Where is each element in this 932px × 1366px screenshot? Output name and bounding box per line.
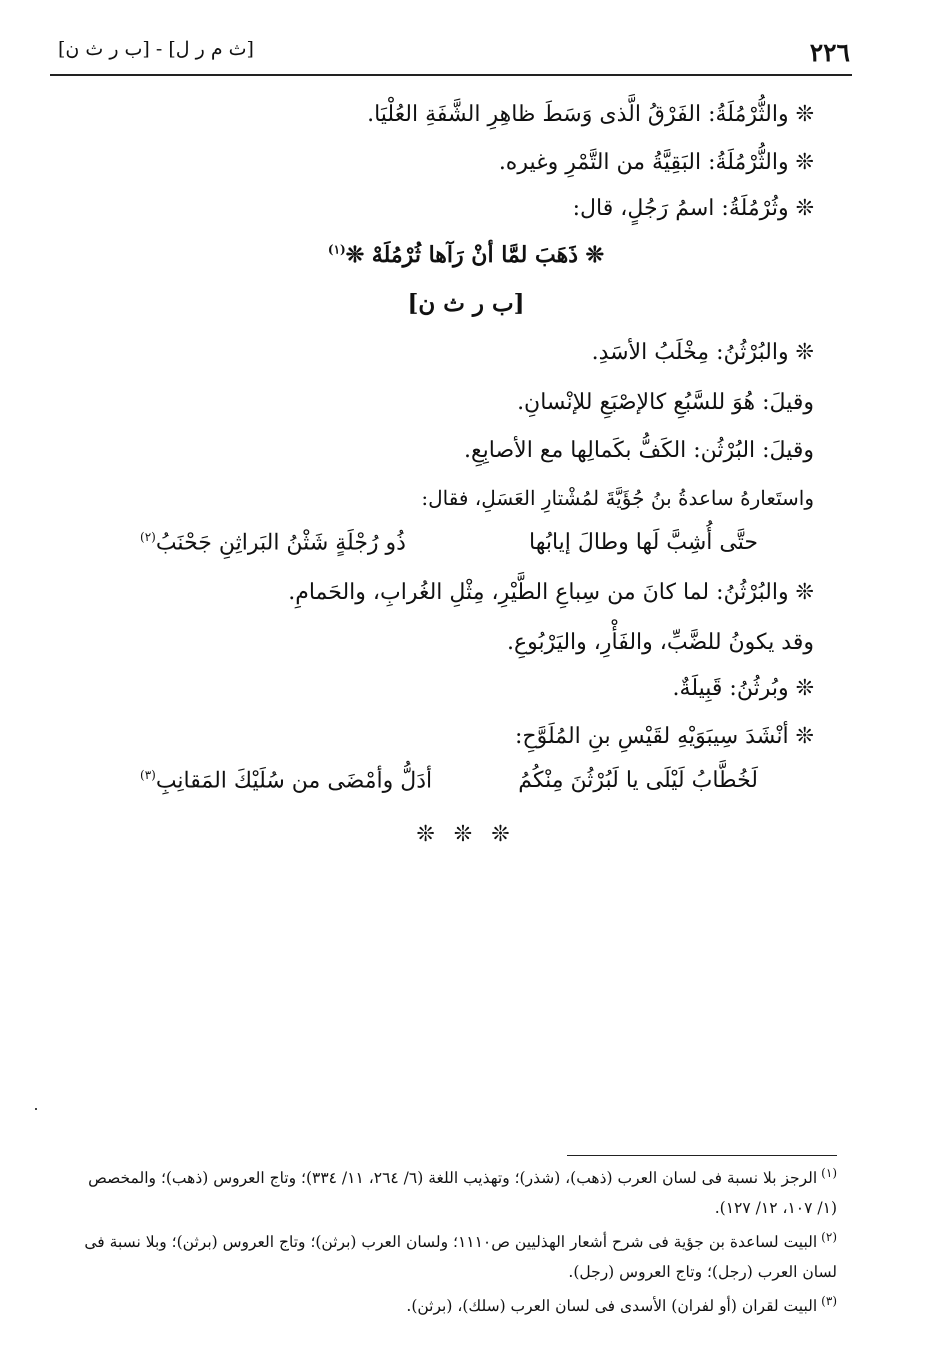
text-line: ❊ وبُرثُنُ: قَبِيلَةٌ. — [672, 676, 814, 701]
footnote-rule — [567, 1155, 837, 1156]
footnote-number: (٢) — [821, 1230, 837, 1244]
text-line: ❊ والثُّرْمُلَةُ: البَقِيَّةُ من التَّمْرِ وغيره. — [498, 150, 814, 175]
rajaz-line — [0, 242, 932, 268]
verse-second-hemistich — [140, 530, 406, 555]
footnote-text: البيت لقران (أو لفران) الأسدى فى لسان العرب (سلك)، (برثن). — [406, 1297, 818, 1316]
text-line: ❊ أنْشَدَ سِيبَوَيْهِ لقَيْسِ بنِ المُلَوَّحِ: — [515, 724, 814, 749]
footnote-ref: (١) — [327, 242, 346, 257]
text-line: وقد يكونُ للضَّبِّ، والفَأْرِ، واليَرْبُوعِ. — [506, 630, 814, 655]
speck — [35, 1108, 37, 1110]
verse-first-hemistich: حتَّى أُشِبَّ لَها وطالَ إيابُها — [529, 530, 758, 555]
section-title: [ب ر ث ن] — [407, 290, 525, 317]
hemistich-text: أدَلُّ وأمْضَى من سُلَيْكَ المَقانِبِ — [155, 768, 433, 794]
footnote-text: البيت لساعدة بن جؤية فى شرح أشعار الهذليين ص١١١٠؛ ولسان العرب (برثن)؛ وتاج العروس (برثن)؛ وبلا نسبة فى لسان العرب (رجل)؛ وتاج العروس (رجل). — [84, 1233, 837, 1282]
verse-line — [140, 530, 814, 564]
verse-second-hemistich — [140, 768, 432, 793]
text-line: واستَعارهُ ساعدةُ بنُ جُؤَيَّةَ لمُشْتارِ العَسَلِ، فقال: — [421, 486, 814, 510]
footnote-number: (٣) — [821, 1294, 837, 1308]
rajaz-text: ❊ ذَهَبَ لمَّا أنْ رَآها ثُرْمُلَهْ ❊ — [345, 242, 605, 268]
footnote — [70, 1286, 837, 1321]
footnote-ref: (٢) — [140, 530, 156, 544]
page-header — [58, 34, 850, 67]
running-head: [ث م ر ل] - [ب ر ث ن] — [58, 38, 254, 60]
verse-line — [140, 768, 814, 802]
footnote — [70, 1158, 837, 1223]
page-number: ٢٢٦ — [809, 38, 850, 67]
text-line: ❊ وثُرْمُلَةُ: اسمُ رَجُلٍ، قال: — [572, 196, 814, 221]
text-line: ❊ والبُرْثُنُ: لما كانَ من سِباعِ الطَّيْرِ، مِثْلِ الغُرابِ، والحَمامِ. — [288, 580, 814, 605]
text-line: ❊ والثُّرْمُلَةُ: الفَرْقُ الَّذى وَسَطَ ظاهِرِ الشَّفَةِ العُلْيَا. — [367, 102, 814, 127]
text-line: وقيلَ: هُوَ للسَّبُعِ كالإصْبَعِ للإنْسانِ. — [517, 390, 814, 415]
text-line: وقيلَ: البُرْثُن: الكَفُّ بكَمالِها مع الأصابِعِ. — [463, 438, 814, 463]
verse-first-hemistich: لَخُطَّابُ لَيْلَى يا لَبُرْثُنَ مِنْكُمُ — [518, 768, 758, 793]
footnote-number: (١) — [821, 1166, 837, 1180]
footnote-text: الرجز بلا نسبة فى لسان العرب (ذهب)، (شذر)؛ وتهذيب اللغة (٦/ ٢٦٤، ١١/ ٣٣٤)؛ وتاج العروس (ذهب)؛ والمخصص (١/ ١٠٧، ١٢/ ١٢٧). — [88, 1169, 837, 1218]
section-end-mark: ❊ ❊ ❊ — [416, 822, 516, 847]
header-rule — [50, 74, 852, 76]
footnote — [70, 1222, 837, 1287]
footnote-ref: (٣) — [140, 768, 156, 782]
hemistich-text: ذُو رُجْلَةٍ شَثْنُ البَراثِنِ جَحْنَبُ — [155, 530, 406, 556]
text-line: ❊ والبُرْثُنُ: مِخْلَبُ الأسَدِ. — [591, 340, 814, 365]
